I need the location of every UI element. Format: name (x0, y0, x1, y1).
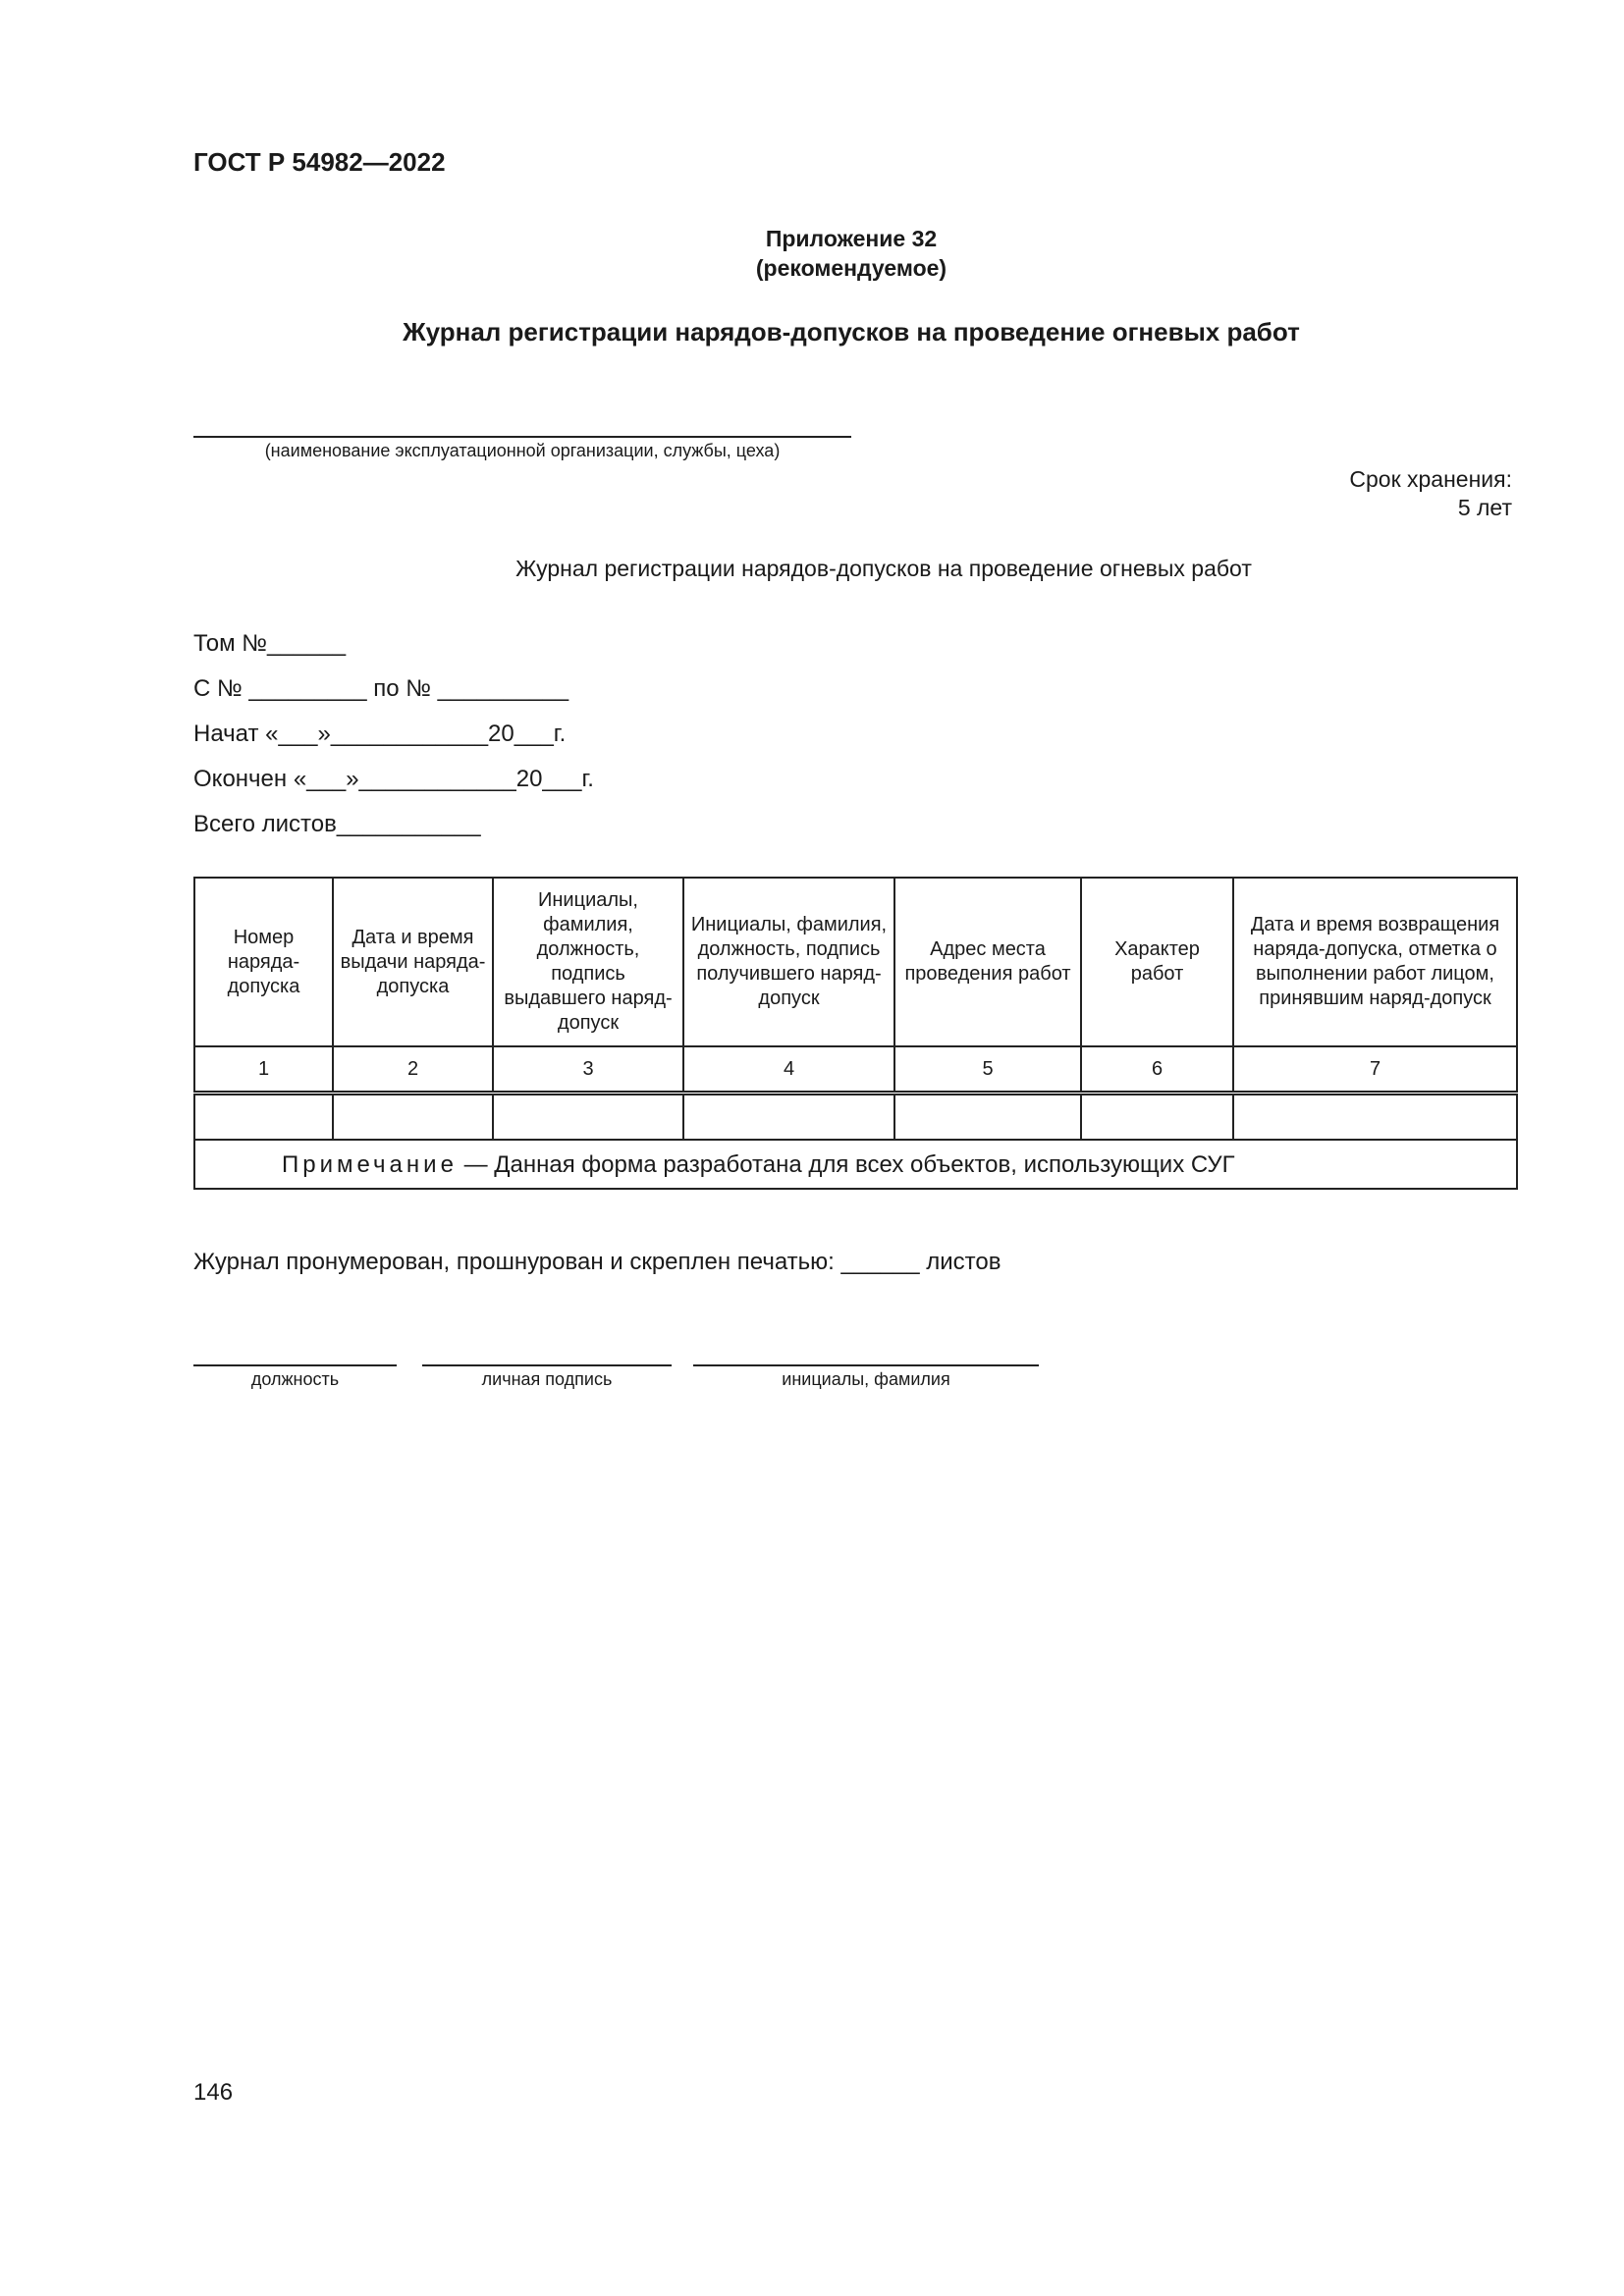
table-cell (194, 1094, 333, 1141)
annex-number: Приложение 32 (765, 226, 938, 251)
started-field: Начат «___»____________20___г. (193, 721, 567, 747)
col-header-return: Дата и время возвращения наряда-допуска, отметка о выполнении работ лицом, принявшим наряд-допуск (1233, 878, 1517, 1046)
col-header-address: Адрес места проведения работ (894, 878, 1081, 1046)
col-header-number: Номер наряда-допуска (194, 878, 333, 1046)
finished-field: Окончен «___»____________20___г. (193, 766, 594, 792)
col-header-issue-date: Дата и время выдачи наряда-допуска (333, 878, 493, 1046)
organization-line (193, 436, 851, 438)
organization-caption: (наименование эксплуатационной организации, службы, цеха) (264, 441, 781, 460)
column-number: 7 (1233, 1046, 1517, 1094)
signature-line (422, 1364, 672, 1366)
col-header-work-type: Характер работ (1081, 878, 1233, 1046)
range-field: С № _________ по № __________ (193, 675, 569, 702)
volume-field: Том №______ (193, 630, 347, 657)
document-title: Журнал регистрации нарядов-допусков на проведение огневых работ (403, 317, 1300, 347)
retention-label: Срок хранения: (1349, 466, 1512, 492)
col-header-issuer: Инициалы, фамилия, должность, подпись выдавшего наряд-допуск (493, 878, 683, 1046)
note-cell (194, 1140, 1517, 1189)
note-label: Примечание (282, 1150, 458, 1178)
note-row (194, 1140, 1517, 1189)
standard-code: ГОСТ Р 54982—2022 (193, 147, 446, 177)
table-header-row (194, 878, 1517, 1046)
table-cell (333, 1094, 493, 1141)
table-cell (894, 1094, 1081, 1141)
col-header-receiver: Инициалы, фамилия, должность, подпись получившего наряд-допуск (683, 878, 894, 1046)
table-cell (1081, 1094, 1233, 1141)
page-number: 146 (193, 2079, 234, 2106)
name-line (693, 1364, 1039, 1366)
table-cell (1233, 1094, 1517, 1141)
registration-table (193, 877, 1518, 1190)
name-caption: инициалы, фамилия (782, 1369, 950, 1389)
retention-value: 5 лет (1457, 495, 1512, 520)
note-text: — Данная форма разработана для всех объектов, использующих СУГ (457, 1150, 1235, 1178)
table-cell (493, 1094, 683, 1141)
table-cell (683, 1094, 894, 1141)
column-number: 2 (333, 1046, 493, 1094)
column-number: 1 (194, 1046, 333, 1094)
column-number: 5 (894, 1046, 1081, 1094)
position-line (193, 1364, 397, 1366)
total-sheets-field: Всего листов___________ (193, 811, 481, 837)
empty-entry-row (194, 1094, 1517, 1141)
sealed-statement: Журнал пронумерован, прошнурован и скреплен печатью: ______ листов (193, 1249, 1001, 1275)
column-number: 6 (1081, 1046, 1233, 1094)
signature-caption: личная подпись (481, 1369, 613, 1389)
column-numbers-row (194, 1046, 1517, 1094)
position-caption: должность (250, 1369, 340, 1389)
journal-title: Журнал регистрации нарядов-допусков на проведение огневых работ (515, 556, 1252, 581)
column-number: 4 (683, 1046, 894, 1094)
annex-status: (рекомендуемое) (755, 255, 947, 281)
column-number: 3 (493, 1046, 683, 1094)
